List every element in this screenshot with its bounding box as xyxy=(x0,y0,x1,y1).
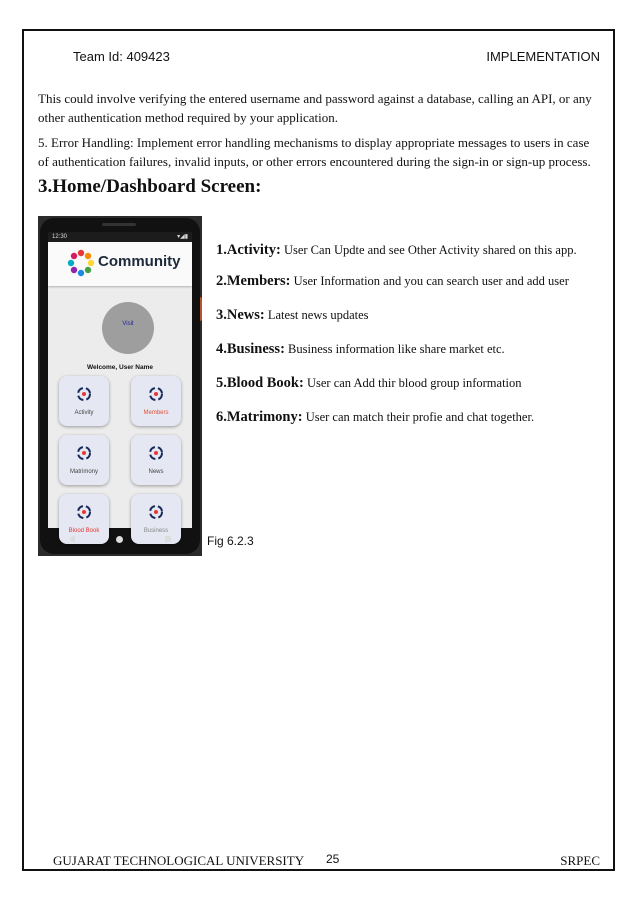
feature-members xyxy=(216,273,569,290)
figure-caption: Fig 6.2.3 xyxy=(207,534,254,548)
tile-label: News xyxy=(148,469,164,475)
tile-matrimony[interactable] xyxy=(59,435,109,485)
feature-desc: User Information and you can search user and add user xyxy=(293,274,569,288)
business-icon xyxy=(148,504,164,520)
feature-title: 3.News: xyxy=(216,307,265,323)
feature-activity xyxy=(216,242,577,259)
community-logo-icon xyxy=(66,248,96,278)
tile-members[interactable] xyxy=(131,376,181,426)
feature-news xyxy=(216,307,369,324)
feature-desc: Business information like share market etc. xyxy=(288,342,505,356)
feature-title: 2.Members: xyxy=(216,273,291,289)
back-icon[interactable] xyxy=(69,535,75,543)
avatar-label: Visit xyxy=(122,321,134,327)
tile-news[interactable] xyxy=(131,435,181,485)
app-title: Community xyxy=(98,253,181,270)
feature-business xyxy=(216,341,505,358)
tile-label: Members xyxy=(143,410,169,416)
phone-screen xyxy=(48,232,192,534)
feature-title: 6.Matrimony: xyxy=(216,409,303,425)
paragraph-error-handling: 5. Error Handling: Implement error handling mechanisms to display appropriate messages to users in case of authentication failures, invalid inputs, or other errors encountered during the sign-in or sign-up process. xyxy=(38,135,591,169)
paragraph-auth: This could involve verifying the entered username and password against a database, calling an API, or any other authentication method required by your application. xyxy=(38,91,592,125)
tile-label: Blood Book xyxy=(68,528,100,534)
feature-title: 4.Business: xyxy=(216,341,285,357)
tile-activity[interactable] xyxy=(59,376,109,426)
profile-avatar-button[interactable] xyxy=(102,302,154,354)
android-nav-bar xyxy=(48,530,192,548)
status-icons: ▾◢▮ xyxy=(177,234,188,240)
members-icon xyxy=(148,386,164,402)
feature-desc: User Can Updte and see Other Activity shared on this app. xyxy=(283,243,577,257)
welcome-text: Welcome, User Name xyxy=(87,364,153,371)
feature-desc: Latest news updates xyxy=(267,308,369,322)
matrimony-icon xyxy=(76,445,92,461)
footer-university: GUJARAT TECHNOLOGICAL UNIVERSITY xyxy=(53,853,305,868)
feature-title: 5.Blood Book: xyxy=(216,375,304,391)
home-icon[interactable] xyxy=(116,536,123,543)
feature-title: 1.Activity: xyxy=(216,242,281,258)
activity-icon xyxy=(76,386,92,402)
news-icon xyxy=(148,445,164,461)
phone-speaker xyxy=(102,223,136,226)
tile-label: Matrimony xyxy=(69,469,98,475)
feature-blood-book xyxy=(216,375,522,392)
header-team-id: Team Id: 409423 xyxy=(73,49,170,64)
status-bar xyxy=(48,232,192,242)
recent-apps-icon[interactable] xyxy=(165,536,171,542)
feature-desc: User can match their profie and chat together. xyxy=(305,410,535,424)
section-title: 3.Home/Dashboard Screen: xyxy=(38,176,262,197)
status-time: 12:30 xyxy=(52,234,68,240)
tile-label: Business xyxy=(143,528,169,534)
app-bar xyxy=(48,242,192,286)
feature-desc: User can Add thir blood group information xyxy=(306,376,522,390)
footer-college: SRPEC xyxy=(560,853,600,868)
footer-page-number: 25 xyxy=(326,852,340,866)
feature-matrimony xyxy=(216,409,534,426)
phone-frame xyxy=(40,218,200,554)
tile-label: Activity xyxy=(74,410,94,416)
blood-book-icon xyxy=(76,504,92,520)
header-section: IMPLEMENTATION xyxy=(486,49,600,64)
